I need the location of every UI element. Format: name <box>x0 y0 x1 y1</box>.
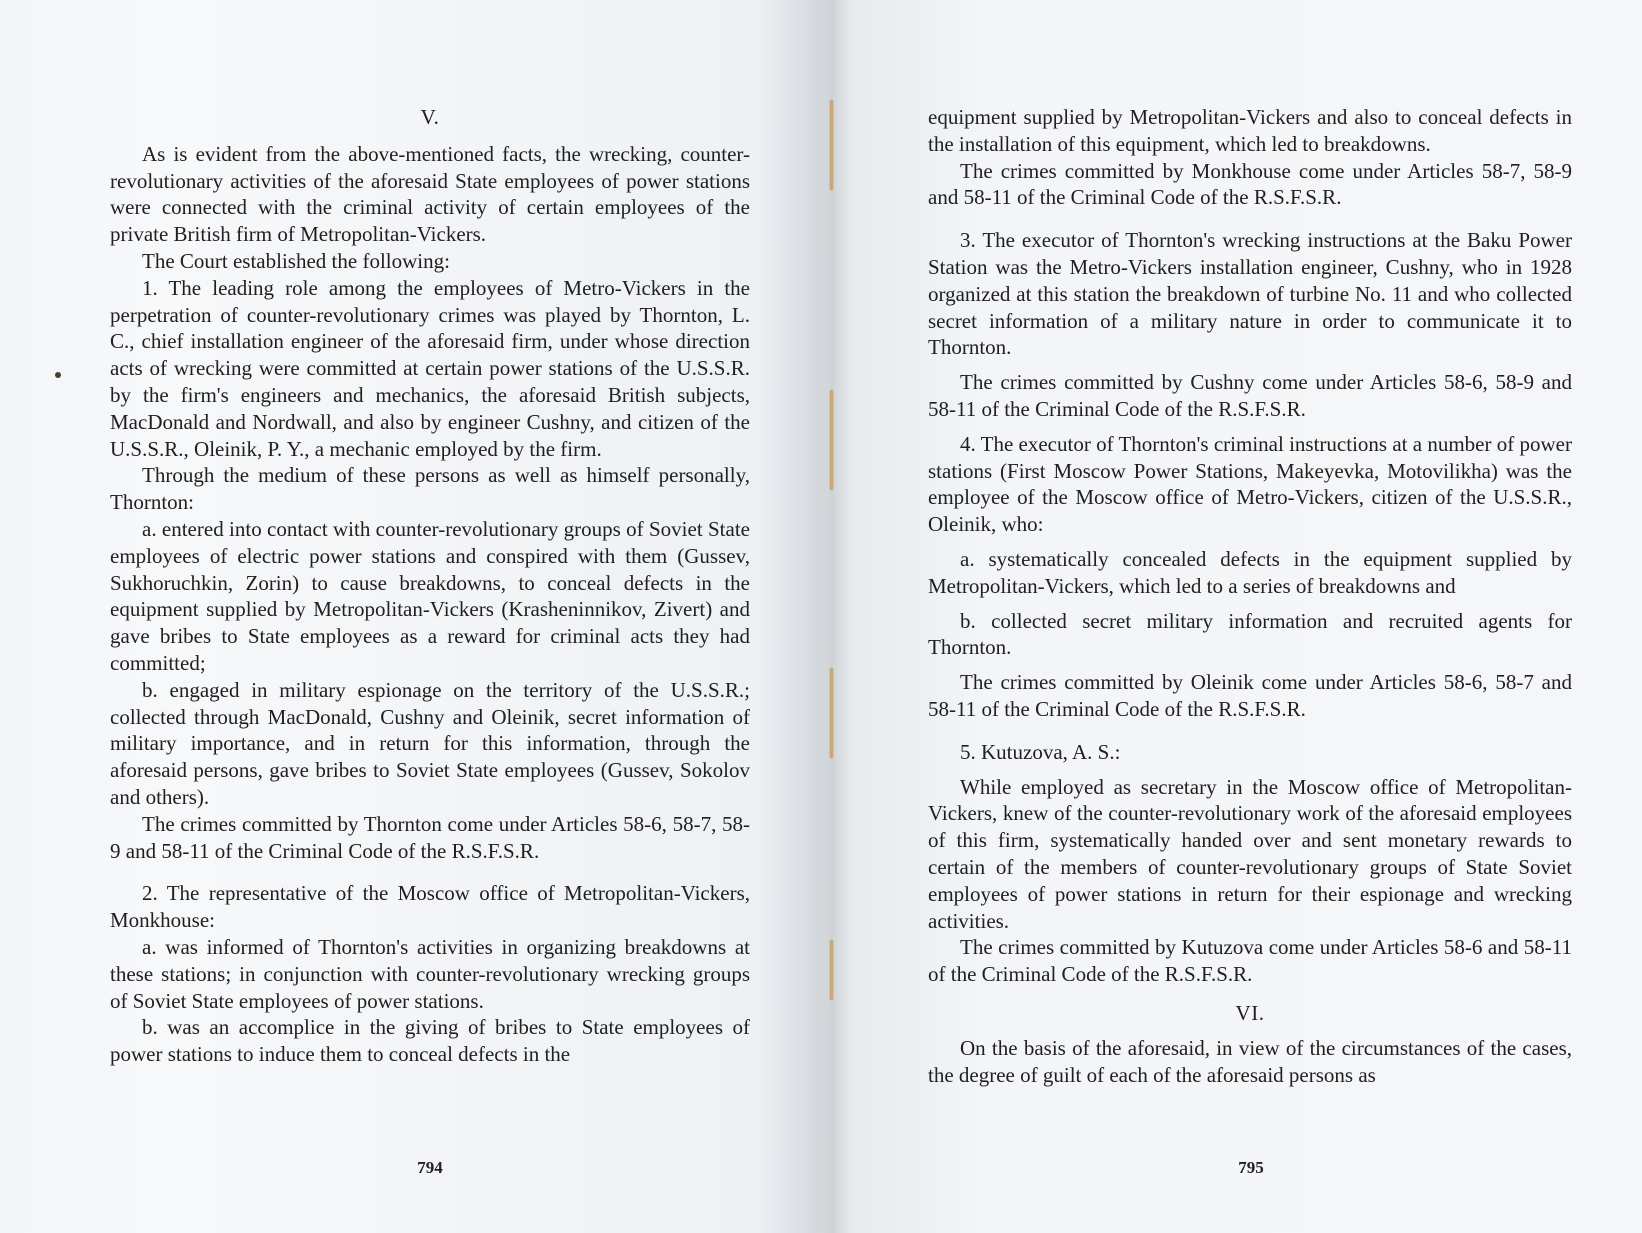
paragraph: b. was an accomplice in the giving of bribes to State employees of power stations to induce them to conceal defects in the <box>110 1015 750 1067</box>
paragraph: b. engaged in military espionage on the territory of the U.S.S.R.; collected through MacDonald, Cushny and Oleinik, secret information of military importance, and in return for this information, through the aforesaid persons, gave bribes to Soviet State employees (Gussev, Sokolov and others). <box>110 677 750 809</box>
left-page <box>110 104 750 1068</box>
binding-stitch <box>830 100 833 190</box>
right-page <box>928 104 1572 1088</box>
paragraph: a. was informed of Thornton's activities in organizing breakdowns at these stations; in conjunction with counter-revolutionary wrecking groups of Soviet State employees of power stations. <box>110 934 750 1013</box>
paragraph: The crimes committed by Thornton come under Articles 58-6, 58-7, 58-9 and 58-11 of the Criminal Code of the R.S.F.S.R. <box>110 811 750 863</box>
paragraph: While employed as secretary in the Moscow office of Metropolitan-Vickers, knew of the counter-revolutionary work of the aforesaid employees of this firm, systematically handed over and sent monetary rewards to certain of the members of counter-revolutionary groups of State Soviet employees of power stations in return for their espionage and wrecking activities. <box>928 774 1572 933</box>
ink-speck <box>55 372 61 378</box>
paragraph: 2. The representative of the Moscow office of Metropolitan-Vickers, Monkhouse: <box>110 881 750 933</box>
paragraph: a. entered into contact with counter-revolutionary groups of Soviet State employees of electric power stations and conspired with them (Gussev, Sukhoruchkin, Zorin) to cause breakdowns, to conceal defects in the equipment supplied by Metropolitan-Vickers (Krasheninnikov, Zivert) and gave bribes to State employees as a reward for criminal acts they had committed; <box>110 516 750 675</box>
paragraph: The Court established the following: <box>142 248 450 273</box>
paragraph: The crimes committed by Cushny come under Articles 58-6, 58-9 and 58-11 of the Criminal Code of the R.S.F.S.R. <box>928 370 1572 421</box>
paragraph: 4. The executor of Thornton's criminal instructions at a number of power stations (First Moscow Power Stations, Makeyevka, Motovilikha) was the employee of the Moscow office of Metro-Vickers, citizen of the U.S.S.R., Oleinik, who: <box>928 431 1572 537</box>
page-number: 794 <box>417 1158 443 1177</box>
binding-stitch <box>830 668 833 758</box>
section-heading: V. <box>420 105 440 129</box>
paragraph: The crimes committed by Kutuzova come under Articles 58-6 and 58-11 of the Criminal Code of the R.S.F.S.R. <box>928 935 1572 987</box>
paragraph: 3. The executor of Thornton's wrecking instructions at the Baku Power Station was the Metro-Vickers installation engineer, Cushny, who in 1928 organized at this station the breakdown of turbine No. 11 and who collected secret information of a military nature in order to communicate it to Thornton. <box>928 228 1572 360</box>
paragraph: b. collected secret military information and recruited agents for Thornton. <box>928 608 1572 660</box>
paragraph: 5. Kutuzova, A. S.: <box>960 739 1121 764</box>
paragraph: 1. The leading role among the employees of Metro-Vickers in the perpetration of counter-revolutionary crimes was played by Thornton, L. C., chief installation engineer of the aforesaid firm, under whose direction acts of wrecking were committed at certain power stations of the U.S.S.R. by the firm's engineers and mechanics, the aforesaid British subjects, MacDonald and Nordwall, and also by engineer Cushny, and citizen of the U.S.S.R., Oleinik, P. Y., a mechanic employed by the firm. <box>110 275 750 461</box>
paragraph: The crimes committed by Monkhouse come under Articles 58-7, 58-9 and 58-11 of the Criminal Code of the R.S.F.S.R. <box>928 158 1572 210</box>
page-number: 795 <box>1238 1158 1264 1177</box>
paragraph: The crimes committed by Oleinik come under Articles 58-6, 58-7 and 58-11 of the Criminal Code of the R.S.F.S.R. <box>928 670 1572 721</box>
paragraph: On the basis of the aforesaid, in view of the circumstances of the cases, the degree of guilt of each of the aforesaid persons as <box>928 1035 1572 1087</box>
paragraph: a. systematically concealed defects in the equipment supplied by Metropolitan-Vickers, which led to a series of breakdowns and <box>928 546 1572 598</box>
paragraph: Through the medium of these persons as well as himself personally, Thornton: <box>110 463 750 515</box>
binding-stitch <box>830 940 833 1000</box>
paragraph: As is evident from the above-mentioned facts, the wrecking, counter-revolutionary activities of the aforesaid State employees of power stations were connected with the criminal activity of certain employees of the private British firm of Metropolitan-Vickers. <box>110 141 750 247</box>
section-heading: VI. <box>1235 1000 1265 1025</box>
paragraph: equipment supplied by Metropolitan-Vickers and also to conceal defects in the installation of this equipment, which led to breakdowns. <box>928 105 1572 156</box>
binding-stitch <box>830 390 833 490</box>
